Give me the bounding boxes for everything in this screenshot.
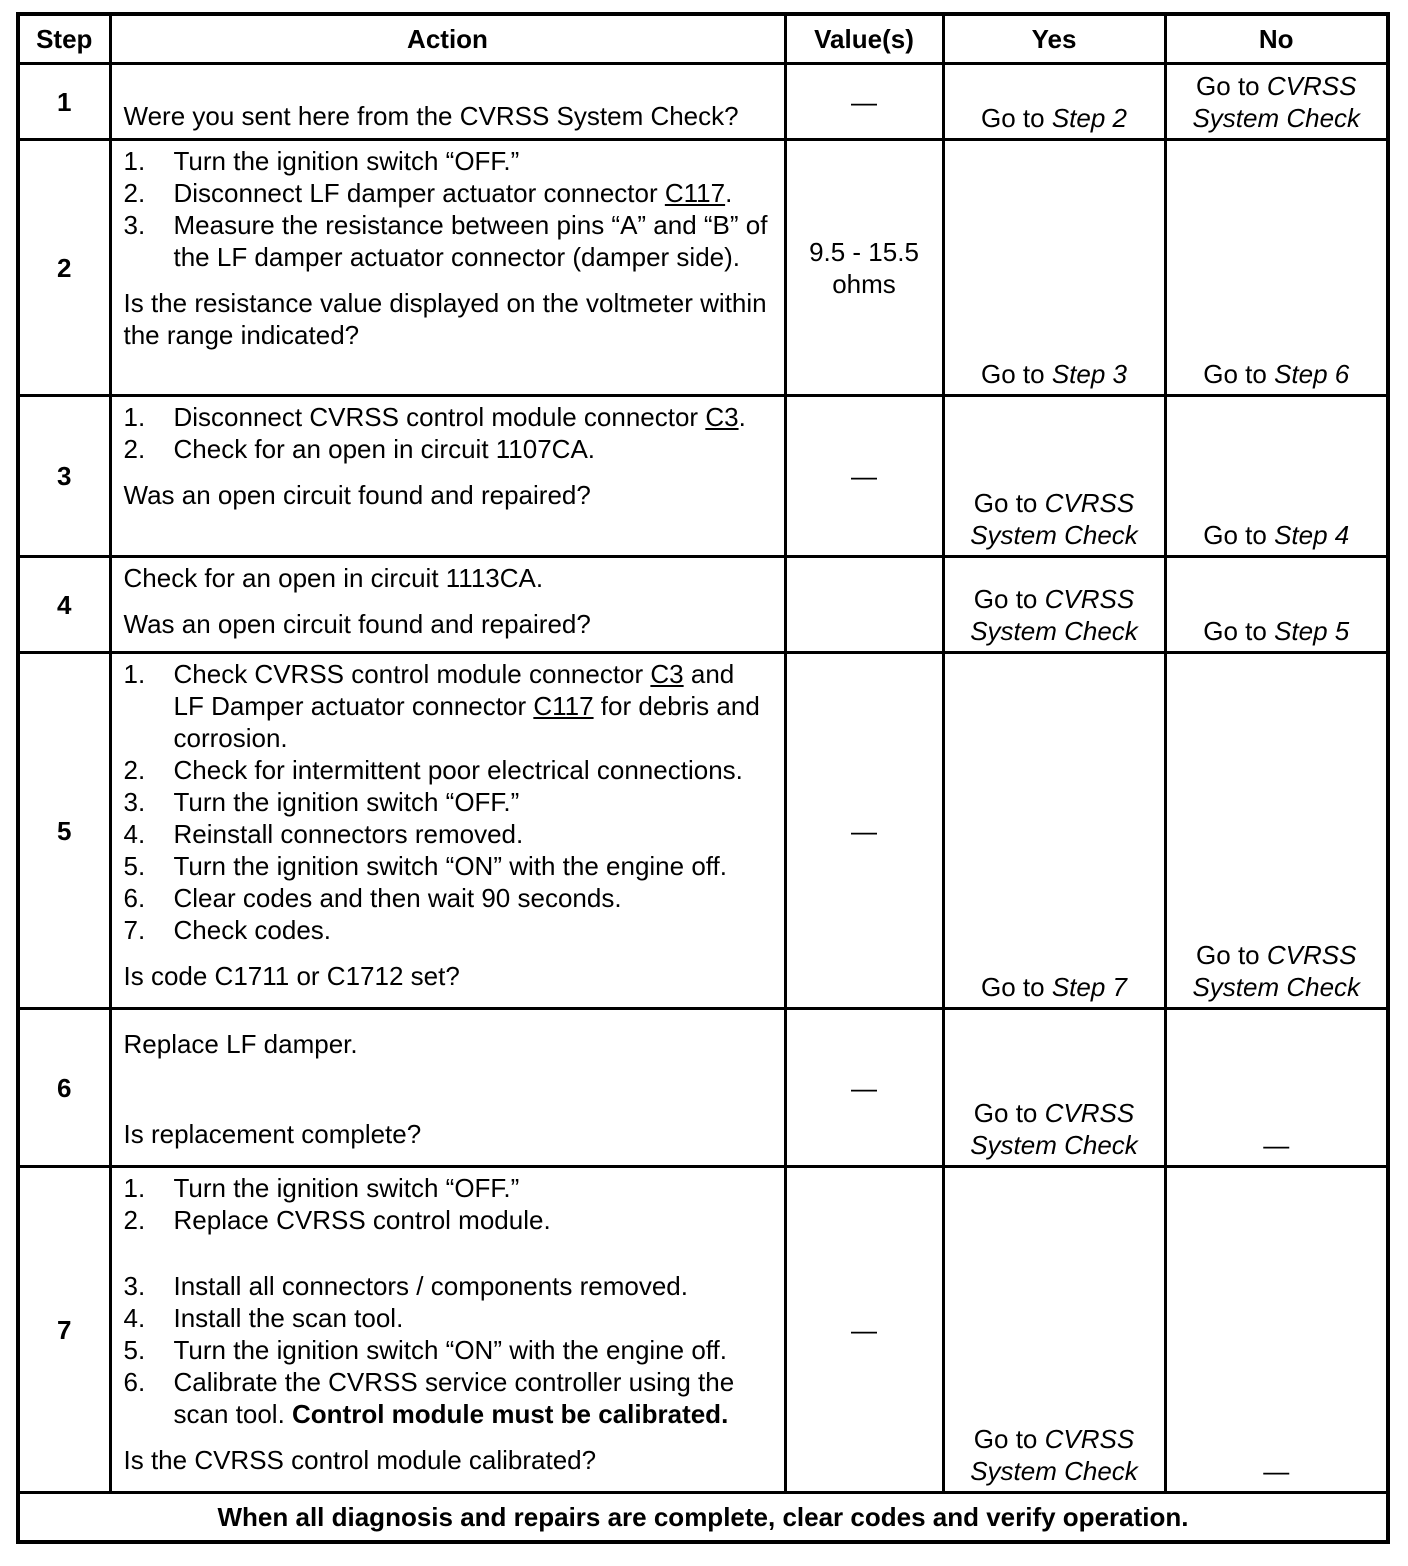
no-prefix: Go to — [1196, 71, 1267, 101]
instruction-list — [124, 145, 770, 273]
yes-cell: Go to CVRSS System Check — [943, 1009, 1165, 1167]
yes-link-system-check[interactable]: CVRSS — [1044, 584, 1135, 614]
list-item: 7. Check codes. — [123, 915, 332, 945]
list-item: 5. Turn the ignition switch “ON” with the engine off. — [123, 851, 727, 881]
value-cell: — — [785, 1167, 943, 1493]
yes-link-system-check-line2[interactable]: System Check — [970, 1456, 1138, 1486]
list-item: 1. Turn the ignition switch “OFF.” — [123, 146, 520, 176]
question-text: Was an open circuit found and repaired? — [123, 609, 591, 639]
list-item: 1. Check CVRSS control module connector C3 and LF Damper actuator connector C117 for debris and corrosion. — [123, 659, 760, 753]
no-link-system-check-line2[interactable]: System Check — [1192, 972, 1361, 1002]
no-link-step-6[interactable]: Step 6 — [1274, 359, 1350, 389]
list-item: 1. Disconnect CVRSS control module connector C3. — [123, 402, 746, 432]
yes-cell: Go to CVRSS System Check — [943, 557, 1165, 653]
value-unit: ohms — [832, 268, 896, 299]
step-number: 7 — [18, 1167, 110, 1493]
step-number: 1 — [18, 64, 110, 140]
no-cell: Go to Step 5 — [1165, 557, 1388, 653]
question-text: Were you sent here from the CVRSS System Check? — [123, 101, 739, 131]
action-cell — [110, 64, 785, 140]
yes-cell: Go to CVRSS System Check — [943, 396, 1165, 557]
step-row-5 — [18, 653, 1388, 1009]
step-row-3 — [18, 396, 1388, 557]
step-row-4 — [18, 557, 1388, 653]
action-cell — [110, 140, 785, 396]
value-cell: — — [785, 64, 943, 140]
list-item: 6. Clear codes and then wait 90 seconds. — [123, 883, 622, 913]
step-number: 5 — [18, 653, 110, 1009]
list-item: 5. Turn the ignition switch “ON” with the engine off. — [123, 1335, 727, 1365]
value-cell — [785, 557, 943, 653]
no-link-step-5[interactable]: Step 5 — [1274, 616, 1350, 646]
action-cell — [110, 1009, 785, 1167]
no-cell: Go to CVRSS System Check — [1165, 653, 1388, 1009]
connector-link-c3[interactable]: C3 — [705, 402, 739, 432]
value-cell — [785, 140, 943, 396]
header-no: No — [1165, 14, 1388, 64]
yes-link-step-7[interactable]: Step 7 — [1051, 972, 1127, 1002]
yes-link-step-2[interactable]: Step 2 — [1051, 103, 1127, 133]
yes-link-system-check-line2[interactable]: System Check — [970, 520, 1138, 550]
yes-cell: Go to Step 3 — [943, 140, 1165, 396]
header-yes: Yes — [943, 14, 1165, 64]
header-step: Step — [18, 14, 110, 64]
step-number: 2 — [18, 140, 110, 396]
yes-link-system-check[interactable]: CVRSS — [1044, 1098, 1135, 1128]
connector-link-c117[interactable]: C117 — [664, 178, 726, 208]
no-link-system-check[interactable]: CVRSS — [1266, 940, 1357, 970]
no-cell: — — [1165, 1009, 1388, 1167]
calibration-warning: Control module must be calibrated. — [292, 1399, 729, 1429]
value-cell: — — [785, 396, 943, 557]
yes-cell: Go to Step 7 — [943, 653, 1165, 1009]
footer-row — [18, 1493, 1388, 1543]
yes-cell: Go to CVRSS System Check — [943, 1167, 1165, 1493]
connector-link-c117[interactable]: C117 — [533, 691, 594, 721]
yes-link-system-check[interactable]: CVRSS — [1044, 1424, 1135, 1454]
value-cell: — — [785, 1009, 943, 1167]
step-number: 6 — [18, 1009, 110, 1167]
question-text: Was an open circuit found and repaired? — [123, 480, 591, 510]
instruction-list — [124, 401, 770, 465]
yes-link-step-3[interactable]: Step 3 — [1051, 359, 1127, 389]
action-text: Replace LF damper. — [123, 1029, 358, 1059]
step-row-6 — [18, 1009, 1388, 1167]
step-row-7 — [18, 1167, 1388, 1493]
list-item: 1. Turn the ignition switch “OFF.” — [123, 1173, 520, 1203]
header-action: Action — [110, 14, 785, 64]
action-cell — [110, 1167, 785, 1493]
step-number: 4 — [18, 557, 110, 653]
question-text: Is code C1711 or C1712 set? — [123, 961, 460, 991]
list-item: 4. Install the scan tool. — [123, 1303, 404, 1333]
no-link-step-4[interactable]: Step 4 — [1274, 520, 1350, 550]
header-row — [18, 14, 1388, 64]
yes-link-system-check-line2[interactable]: System Check — [970, 1130, 1138, 1160]
list-item: 2. Replace CVRSS control module. — [123, 1205, 551, 1235]
list-item: 3. Measure the resistance between pins “A” and “B” of the LF damper actuator connector (damper side). — [123, 210, 768, 272]
no-cell: — — [1165, 1167, 1388, 1493]
question-text: Is the resistance value displayed on the voltmeter within the range indicated? — [123, 288, 767, 350]
list-item: 2. Check for intermittent poor electrical connections. — [123, 755, 743, 785]
action-text: Check for an open in circuit 1113CA. — [123, 563, 544, 593]
value-range: 9.5 - 15.5 — [809, 236, 919, 267]
diagnostic-table — [16, 12, 1390, 1544]
list-item: 6. Calibrate the CVRSS service controller using the scan tool. Control module must be calibrated. — [123, 1367, 735, 1429]
action-cell — [110, 653, 785, 1009]
instruction-list — [124, 658, 770, 946]
question-text: Is replacement complete? — [123, 1119, 422, 1149]
no-cell: Go to Step 6 — [1165, 140, 1388, 396]
no-link-system-check-line2[interactable]: System Check — [1192, 103, 1361, 133]
question-text: Is the CVRSS control module calibrated? — [123, 1445, 597, 1475]
step-row-2 — [18, 140, 1388, 396]
no-link-system-check[interactable]: CVRSS — [1266, 71, 1357, 101]
list-item: 2. Disconnect LF damper actuator connector C117. — [123, 178, 733, 208]
footer-note: When all diagnosis and repairs are complete, clear codes and verify operation. — [18, 1493, 1388, 1543]
yes-prefix: Go to — [981, 103, 1052, 133]
yes-link-system-check[interactable]: CVRSS — [1044, 488, 1135, 518]
no-cell: Go to Step 4 — [1165, 396, 1388, 557]
yes-link-system-check-line2[interactable]: System Check — [970, 616, 1138, 646]
yes-cell — [943, 64, 1165, 140]
action-cell — [110, 557, 785, 653]
value-cell: — — [785, 653, 943, 1009]
connector-link-c3[interactable]: C3 — [650, 659, 684, 689]
list-item: 4. Reinstall connectors removed. — [123, 819, 524, 849]
step-number: 3 — [18, 396, 110, 557]
action-cell — [110, 396, 785, 557]
header-values: Value(s) — [785, 14, 943, 64]
list-item: 3. Turn the ignition switch “OFF.” — [123, 787, 520, 817]
instruction-list — [124, 1270, 770, 1430]
no-cell — [1165, 64, 1388, 140]
list-item: 3. Install all connectors / components removed. — [123, 1271, 688, 1301]
step-row-1 — [18, 64, 1388, 140]
instruction-list — [124, 1172, 770, 1236]
list-item: 2. Check for an open in circuit 1107CA. — [123, 434, 596, 464]
